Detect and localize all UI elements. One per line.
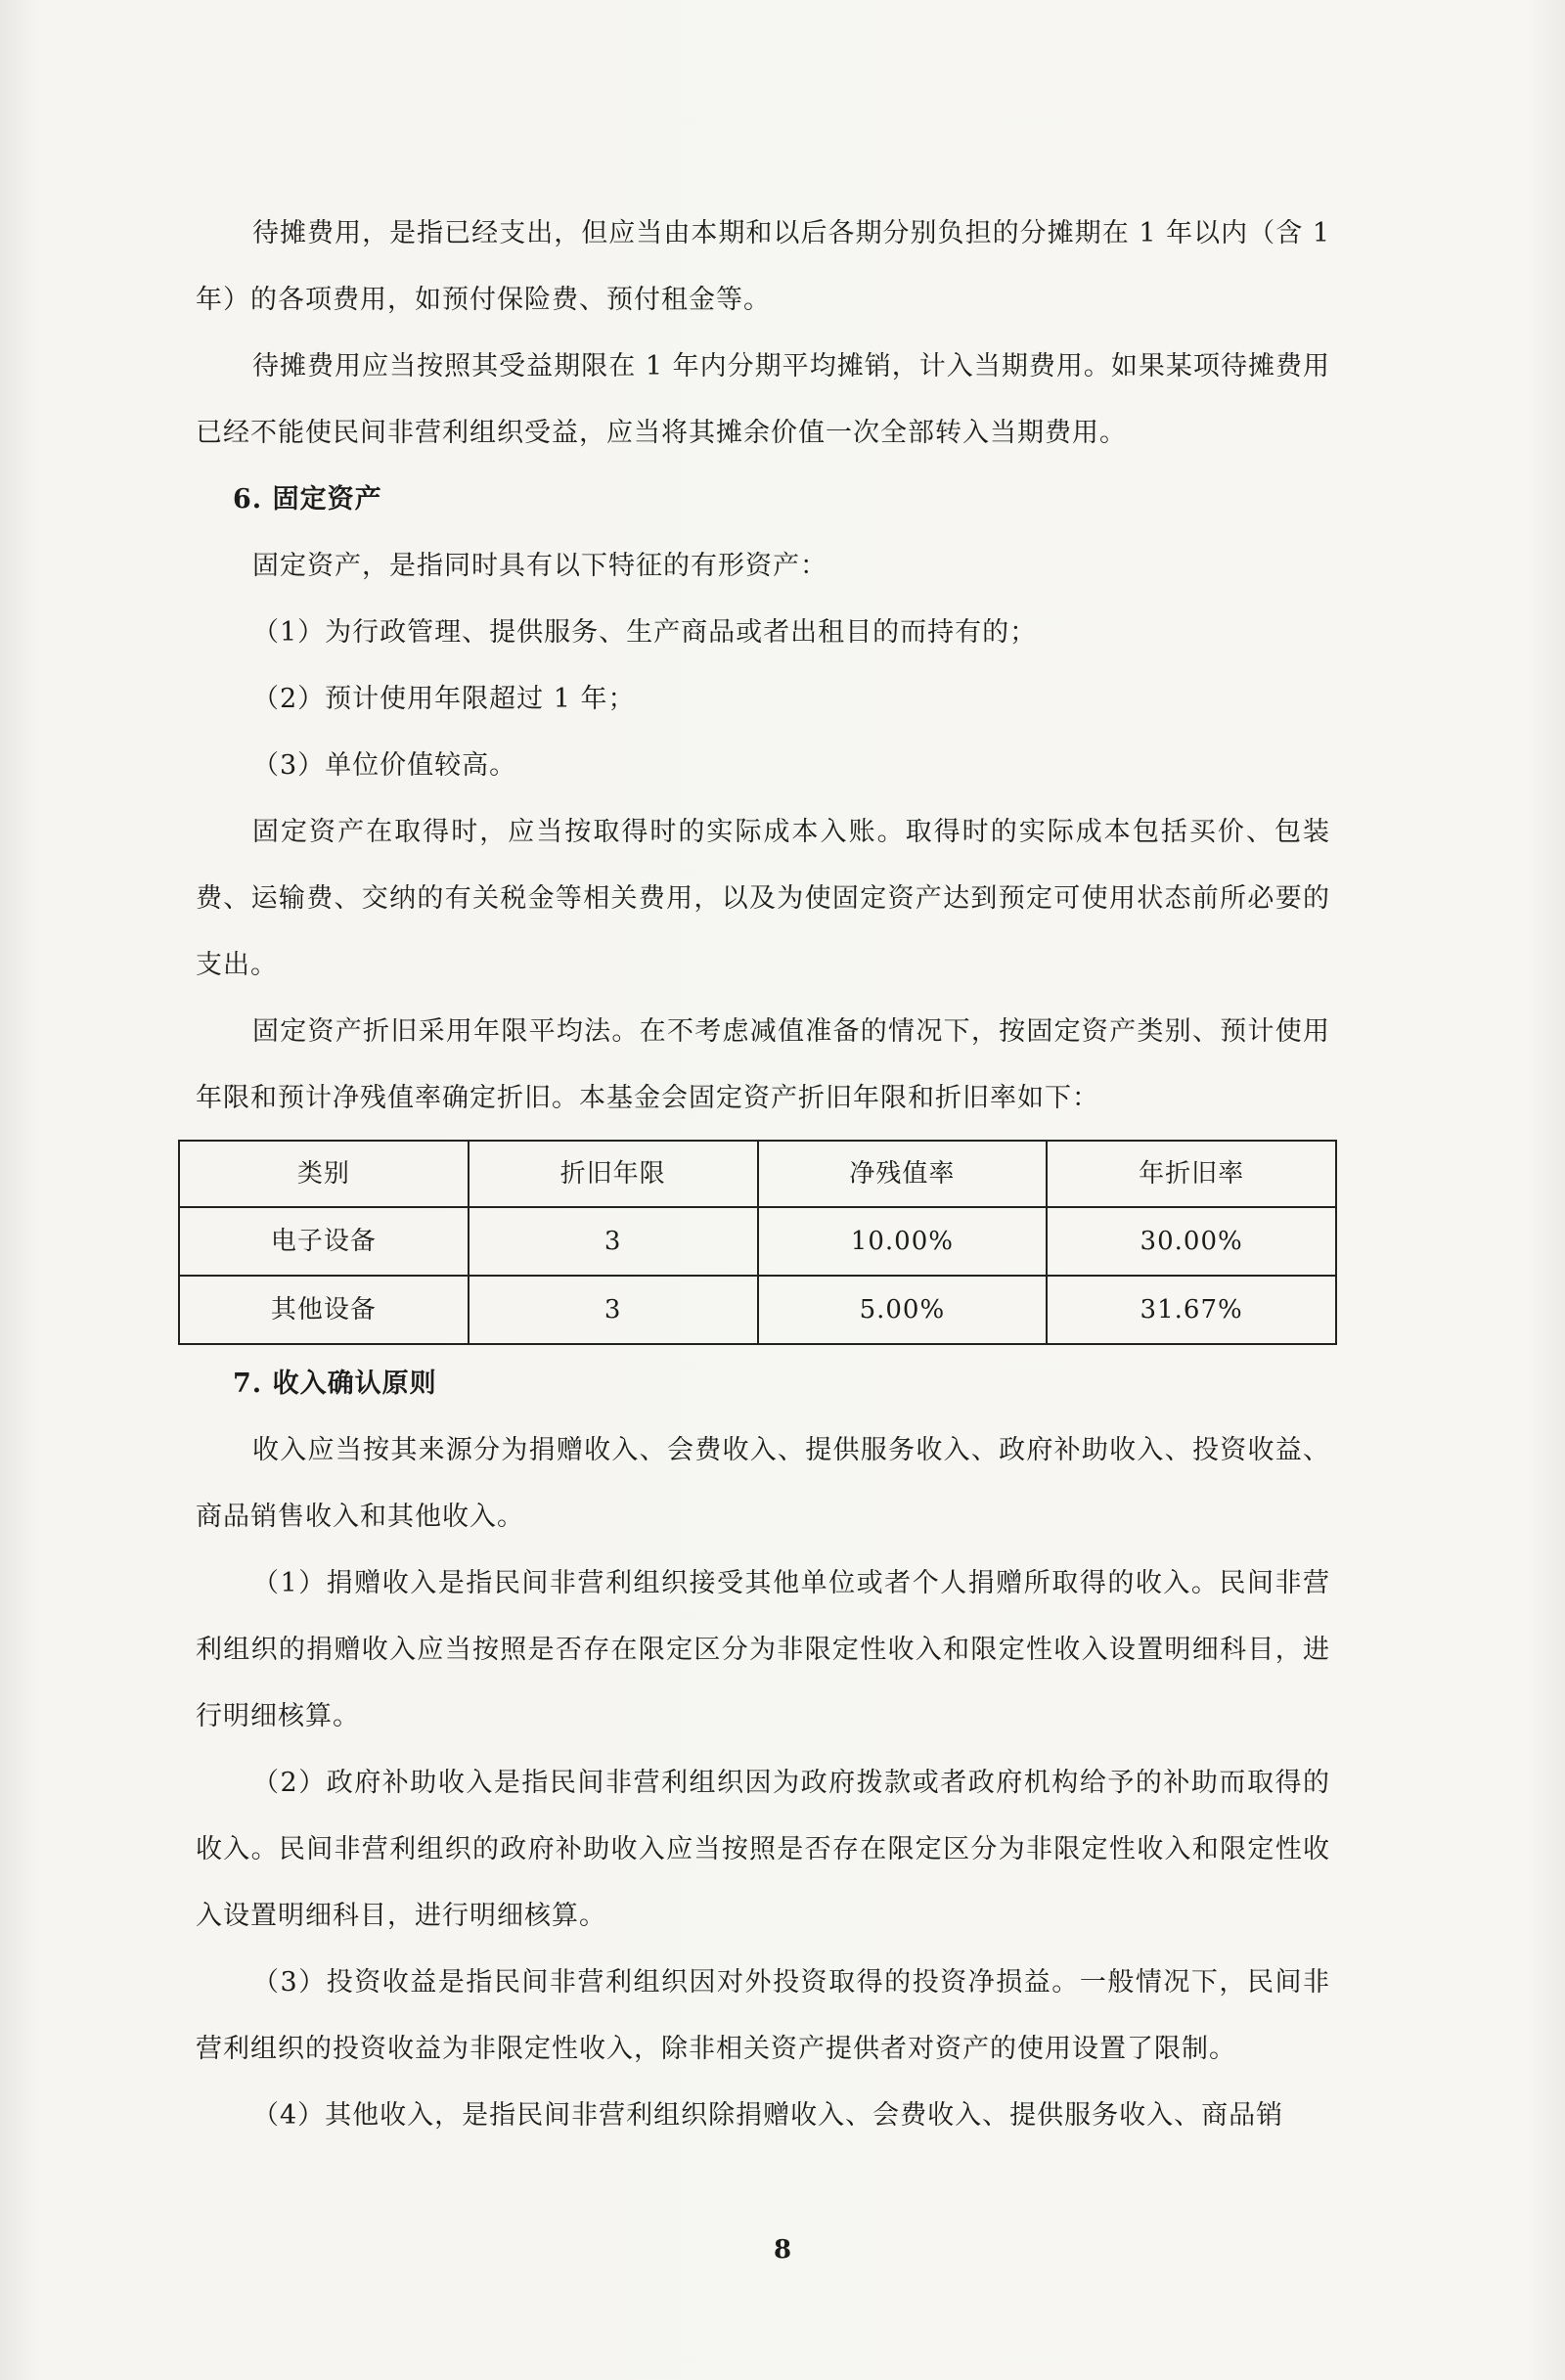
table-row: [179, 1276, 1336, 1344]
fixed-asset-depreciation-paragraph: 固定资产折旧采用年限平均法。在不考虑减值准备的情况下，按固定资产类别、预计使用年限和预计净残值率确定折旧。本基金会固定资产折旧年限和折旧率如下：: [196, 1016, 1330, 1113]
header-category: 类别: [179, 1141, 469, 1207]
fixed-asset-cost-paragraph: 固定资产在取得时，应当按取得时的实际成本入账。取得时的实际成本包括买价、包装费、运输费、交纳的有关税金等相关费用，以及为使固定资产达到预定可使用状态前所必要的支出。: [196, 817, 1330, 980]
table-cell: 3: [469, 1207, 758, 1276]
fixed-asset-criterion-3: （3）单位价值较高。: [252, 750, 517, 781]
table-cell: 5.00%: [758, 1276, 1048, 1344]
table-row: [179, 1207, 1336, 1276]
fixed-asset-intro: 固定资产，是指同时具有以下特征的有形资产：: [252, 551, 827, 581]
revenue-categories-paragraph: 收入应当按其来源分为捐赠收入、会费收入、提供服务收入、政府补助收入、投资收益、商品销售收入和其他收入。: [196, 1435, 1330, 1532]
investment-income-paragraph: （3）投资收益是指民间非营利组织因对外投资取得的投资净损益。一般情况下，民间非营利组织的投资收益为非限定性收入，除非相关资产提供者对资产的使用设置了限制。: [196, 1967, 1330, 2064]
section-6-heading: 6. 固定资产: [233, 484, 382, 515]
table-cell: 31.67%: [1047, 1276, 1336, 1344]
header-useful-life: 折旧年限: [469, 1141, 758, 1207]
fixed-asset-criterion-1: （1）为行政管理、提供服务、生产商品或者出租目的而持有的；: [252, 617, 1038, 648]
other-income-paragraph: （4）其他收入，是指民间非营利组织除捐赠收入、会费收入、提供服务收入、商品销: [252, 2100, 1284, 2131]
fixed-asset-criterion-2: （2）预计使用年限超过 1 年；: [252, 684, 636, 714]
depreciation-table: [178, 1140, 1337, 1345]
table-cell: 3: [469, 1276, 758, 1344]
table-header-row: [179, 1141, 1336, 1207]
prepaid-expense-amortization: 待摊费用应当按照其受益期限在 1 年内分期平均摊销，计入当期费用。如果某项待摊费用已经不能使民间非营利组织受益，应当将其摊余价值一次全部转入当期费用。: [196, 351, 1330, 448]
donation-revenue-paragraph: （1）捐赠收入是指民间非营利组织接受其他单位或者个人捐赠所取得的收入。民间非营利组织的捐赠收入应当按照是否存在限定区分为非限定性收入和限定性收入设置明细科目，进行明细核算。: [196, 1568, 1330, 1731]
header-annual-rate: 年折旧率: [1047, 1141, 1336, 1207]
table-cell: 30.00%: [1047, 1207, 1336, 1276]
header-residual-rate: 净残值率: [758, 1141, 1048, 1207]
section-7-heading: 7. 收入确认原则: [233, 1369, 437, 1399]
government-grant-paragraph: （2）政府补助收入是指民间非营利组织因为政府拨款或者政府机构给予的补助而取得的收入。民间非营利组织的政府补助收入应当按照是否存在限定区分为非限定性收入和限定性收入设置明细科目，进行明细核算。: [196, 1768, 1330, 1931]
table-cell: 电子设备: [179, 1207, 469, 1276]
document-body: [196, 201, 1330, 2149]
prepaid-expense-definition: 待摊费用，是指已经支出，但应当由本期和以后各期分别负担的分摊期在 1 年以内（含 1 年）的各项费用，如预付保险费、预付租金等。: [196, 218, 1330, 315]
table-cell: 其他设备: [179, 1276, 469, 1344]
table-cell: 10.00%: [758, 1207, 1048, 1276]
page-number: 8: [773, 2235, 792, 2265]
